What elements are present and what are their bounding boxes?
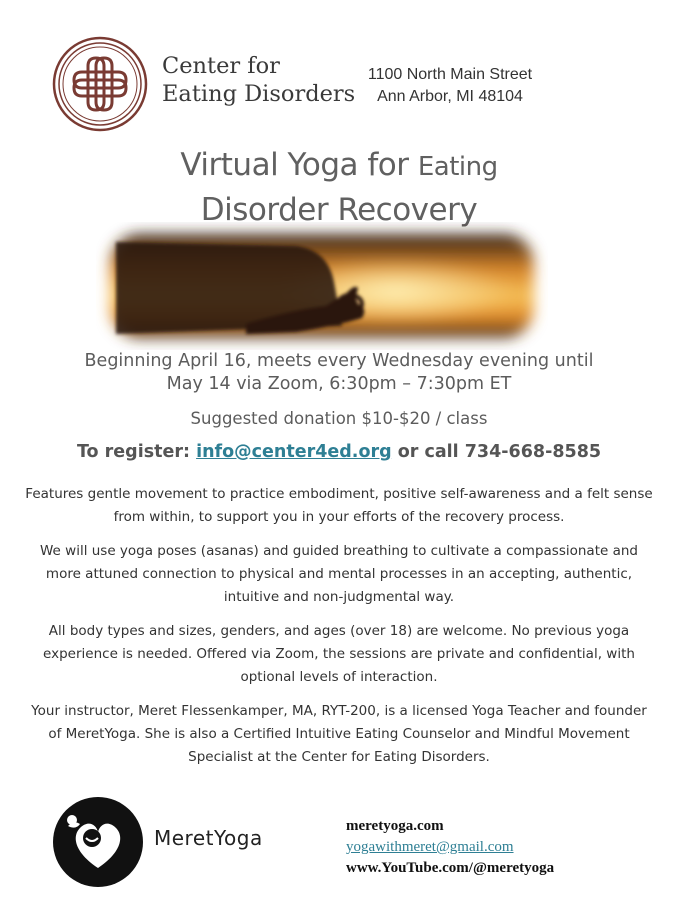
schedule xyxy=(0,350,678,396)
register-suffix: or call 734-668-8585 xyxy=(397,442,602,462)
celtic-knot-icon xyxy=(52,36,148,132)
org-name xyxy=(162,52,355,108)
register-prefix: To register: xyxy=(76,442,190,462)
header xyxy=(52,36,632,136)
paragraph-approach: We will use yoga poses (asanas) and guided breathing to cultivate a compassionate and more attuned connection to physical and mental processes in an accepting, authentic, intuitive and non-judgmental way. xyxy=(40,543,638,605)
register-email-link[interactable]: info@center4ed.org xyxy=(196,442,392,462)
address-line2: Ann Arbor, MI 48104 xyxy=(377,88,523,105)
org-name-line2: Eating Disorders xyxy=(162,81,356,107)
paragraph-features: Features gentle movement to practice embodiment, positive self-awareness and a felt sense from within, to support you in your efforts of the recovery process. xyxy=(25,486,653,525)
youtube-link[interactable]: www.YouTube.com/@meretyoga xyxy=(346,860,555,876)
address xyxy=(360,64,540,108)
brand-name: MeretYoga xyxy=(154,826,263,850)
website-link[interactable]: meretyoga.com xyxy=(346,818,444,834)
paragraph-instructor: Your instructor, Meret Flessenkamper, MA, RYT-200, is a licensed Yoga Teacher and founder of MeretYoga. She is also a Certified Intuitive Eating Counselor and Mindful Movement Specialist at the Center for Eating Disorders. xyxy=(31,703,647,765)
schedule-line1: Beginning April 16, meets every Wednesday evening until xyxy=(84,351,594,371)
title-line1-small: Eating xyxy=(417,152,498,182)
title-line2: Disorder Recovery xyxy=(200,192,478,228)
paragraph-welcome: All body types and sizes, genders, and ages (over 18) are welcome. No previous yoga experience is needed. Offered via Zoom, the sessions are private and confidential, with optional levels of interaction. xyxy=(43,623,635,685)
contact-list xyxy=(346,816,554,879)
title-line1-main: Virtual Yoga for xyxy=(180,147,409,183)
schedule-line2: May 14 via Zoom, 6:30pm – 7:30pm ET xyxy=(166,374,512,394)
register-line xyxy=(0,440,678,464)
org-name-line1: Center for xyxy=(162,53,280,79)
email-link[interactable]: yogawithmeret@gmail.com xyxy=(346,839,514,855)
address-line1: 1100 North Main Street xyxy=(367,66,533,83)
heart-face-icon xyxy=(52,796,144,888)
meditation-photo xyxy=(96,222,548,350)
page-title xyxy=(0,144,678,232)
donation-text: Suggested donation $10-$20 / class xyxy=(190,409,488,428)
